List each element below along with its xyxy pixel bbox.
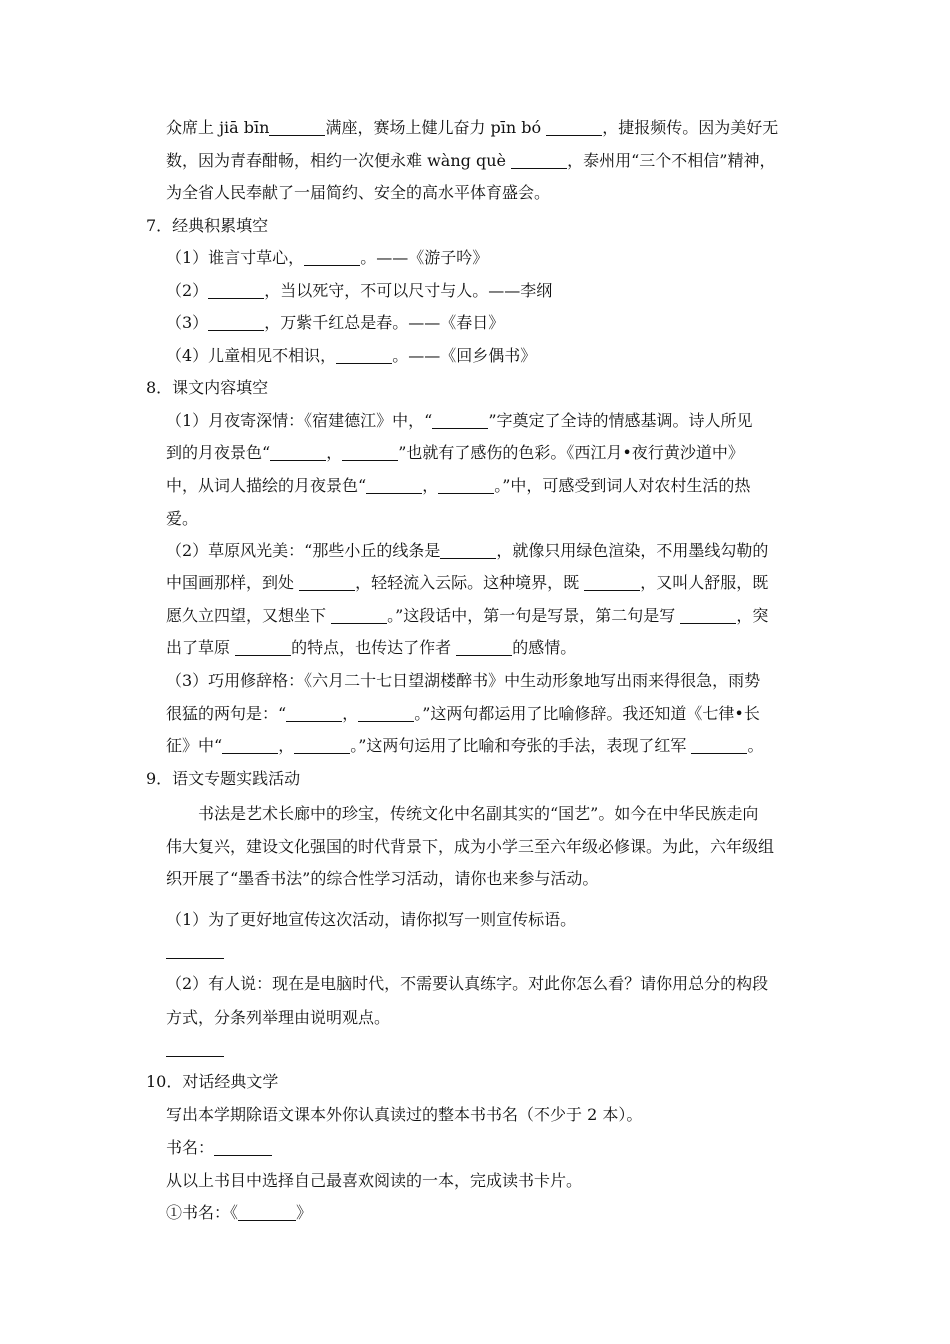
q9-sub-2-line-2: 方式，分条列举理由说明观点。 xyxy=(166,1008,391,1027)
text: 很猛的两句是：“ xyxy=(166,704,287,723)
q9-title: 9．语文专题实践活动 xyxy=(146,769,301,788)
text: 愿久立四望，又想坐下 xyxy=(166,606,327,625)
answer-blank[interactable] xyxy=(691,737,747,754)
answer-blank[interactable] xyxy=(358,705,414,722)
answer-blank[interactable] xyxy=(208,314,264,331)
text: ， xyxy=(422,476,439,495)
answer-blank[interactable] xyxy=(440,542,496,559)
q8-p2-line-1 xyxy=(166,540,768,562)
text: ， xyxy=(326,443,343,462)
answer-blank[interactable] xyxy=(222,737,278,754)
q10-title: 10．对话经典文学 xyxy=(146,1072,279,1091)
q9-intro-line-3: 织开展了“墨香书法”的综合性学习活动，请你也来参与活动。 xyxy=(166,869,599,888)
q7-sentence-3 xyxy=(166,312,504,334)
answer-blank[interactable] xyxy=(438,477,494,494)
text: 。 xyxy=(747,736,764,755)
answer-blank[interactable] xyxy=(235,639,291,656)
answer-blank[interactable] xyxy=(680,607,736,624)
text: ，当以死守，不可以尺寸与人。——李纲 xyxy=(264,281,553,300)
text: 中国画那样，到处 xyxy=(166,573,295,592)
answer-blank[interactable] xyxy=(270,444,326,461)
text: 的特点，也传达了作者 xyxy=(291,638,452,657)
answer-blank[interactable] xyxy=(331,607,387,624)
q9-intro-line-1: 书法是艺术长廊中的珍宝，传统文化中名副其实的“国艺”。如今在中华民族走向 xyxy=(198,804,759,823)
q10-line-1: 写出本学期除语文课本外你认真读过的整本书书名（不少于 2 本）。 xyxy=(166,1105,643,1124)
text: ，万紫千红总是春。——《春日》 xyxy=(264,313,505,332)
answer-blank[interactable] xyxy=(511,152,567,169)
q8-p2-line-4 xyxy=(166,637,576,659)
answer-blank[interactable] xyxy=(584,574,640,591)
text: ，捷报频传。因为美好无 xyxy=(602,118,779,137)
text: （1）月夜寄深情：《宿建德江》中，“ xyxy=(166,411,433,430)
text: 满座，赛场上健儿奋力 pīn bó xyxy=(325,118,542,137)
text: ，又叫人舒服，既 xyxy=(640,573,769,592)
q6-line-2 xyxy=(166,150,775,172)
q6-line-1 xyxy=(166,117,778,139)
text: 到的月夜景色“ xyxy=(166,443,271,462)
q7-sentence-4 xyxy=(166,345,536,367)
q10-line-3: 从以上书目中选择自己最喜欢阅读的一本，完成读书卡片。 xyxy=(166,1171,583,1190)
q8-p1-line-3 xyxy=(166,475,750,497)
q8-p3-line-2 xyxy=(166,703,760,725)
text: （4）儿童相见不相识， xyxy=(166,346,337,365)
text: 。”这段话中，第一句是写景，第二句是写 xyxy=(387,606,676,625)
text: ， xyxy=(342,704,359,723)
text: 。——《回乡偶书》 xyxy=(392,346,537,365)
q7-title: 7．经典积累填空 xyxy=(146,216,269,235)
text: ”字奠定了全诗的情感基调。诗人所见 xyxy=(488,411,753,430)
answer-blank[interactable] xyxy=(432,412,488,429)
answer-blank[interactable] xyxy=(299,574,355,591)
text: ， xyxy=(278,736,295,755)
q8-p1-line-4: 爱。 xyxy=(166,509,199,528)
q8-p3-line-3 xyxy=(166,735,764,757)
answer-blank[interactable] xyxy=(286,705,342,722)
text: （1）谁言寸草心， xyxy=(166,248,305,267)
q7-sentence-2 xyxy=(166,280,552,302)
text: 。”中，可感受到词人对农村生活的热 xyxy=(494,476,751,495)
q9-intro-line-2: 伟大复兴，建设文化强国的时代背景下，成为小学三至六年级必修课。为此，六年级组 xyxy=(166,837,775,856)
q7-sentence-1 xyxy=(166,247,488,269)
answer-blank[interactable] xyxy=(238,1204,296,1221)
text: （2） xyxy=(166,281,209,300)
answer-blank[interactable] xyxy=(342,444,398,461)
q9-sub-2-line-1: （2）有人说：现在是电脑时代，不需要认真练字。对此你怎么看？请你用总分的构段 xyxy=(166,974,769,993)
answer-blank[interactable] xyxy=(269,119,325,136)
q10-line-4 xyxy=(166,1202,312,1224)
answer-line[interactable] xyxy=(166,958,224,959)
text: ，突 xyxy=(736,606,769,625)
text: （3） xyxy=(166,313,209,332)
text: （2）草原风光美：“那些小丘的线条是 xyxy=(166,541,441,560)
answer-line[interactable] xyxy=(166,1056,224,1057)
q8-title: 8．课文内容填空 xyxy=(146,378,269,397)
q8-p2-line-3 xyxy=(166,605,768,627)
text: 中，从词人描绘的月夜景色“ xyxy=(166,476,367,495)
text: 。——《游子吟》 xyxy=(360,248,489,267)
text: 。”这两句都运用了比喻修辞。我还知道《七律•长 xyxy=(414,704,760,723)
answer-blank[interactable] xyxy=(294,737,350,754)
answer-blank[interactable] xyxy=(366,477,422,494)
q10-line-2 xyxy=(166,1137,272,1159)
answer-blank[interactable] xyxy=(304,249,360,266)
text: 众席上 jiā bīn xyxy=(166,118,270,137)
text: 》 xyxy=(296,1203,313,1222)
text: ，轻轻流入云际。这种境界，既 xyxy=(355,573,580,592)
answer-blank[interactable] xyxy=(456,639,512,656)
text: ，泰州用“三个不相信”精神， xyxy=(567,151,776,170)
text: ，就像只用绿色渲染，不用墨线勾勒的 xyxy=(496,541,769,560)
text: 数，因为青春酣畅，相约一次便永难 wàng què xyxy=(166,151,506,170)
q8-p3-line-1: （3）巧用修辞格：《六月二十七日望湖楼醉书》中生动形象地写出雨来得很急，雨势 xyxy=(166,671,761,690)
q8-p1-line-2 xyxy=(166,442,744,464)
text: 征》中“ xyxy=(166,736,223,755)
text: 书名： xyxy=(166,1138,215,1157)
answer-blank[interactable] xyxy=(214,1139,272,1156)
text: 的感情。 xyxy=(512,638,577,657)
text: 出了草原 xyxy=(166,638,231,657)
answer-blank[interactable] xyxy=(336,347,392,364)
answer-blank[interactable] xyxy=(546,119,602,136)
q9-sub-1: （1）为了更好地宣传这次活动，请你拟写一则宣传标语。 xyxy=(166,910,577,929)
text: 。”这两句运用了比喻和夸张的手法，表现了红军 xyxy=(350,736,687,755)
q6-line-3: 为全省人民奉献了一届简约、安全的高水平体育盛会。 xyxy=(166,183,551,202)
answer-blank[interactable] xyxy=(208,282,264,299)
q8-p1-line-1 xyxy=(166,410,753,432)
text: ”也就有了感伤的色彩。《西江月•夜行黄沙道中》 xyxy=(398,443,744,462)
text: ①书名：《 xyxy=(166,1203,239,1222)
q8-p2-line-2 xyxy=(166,572,768,594)
